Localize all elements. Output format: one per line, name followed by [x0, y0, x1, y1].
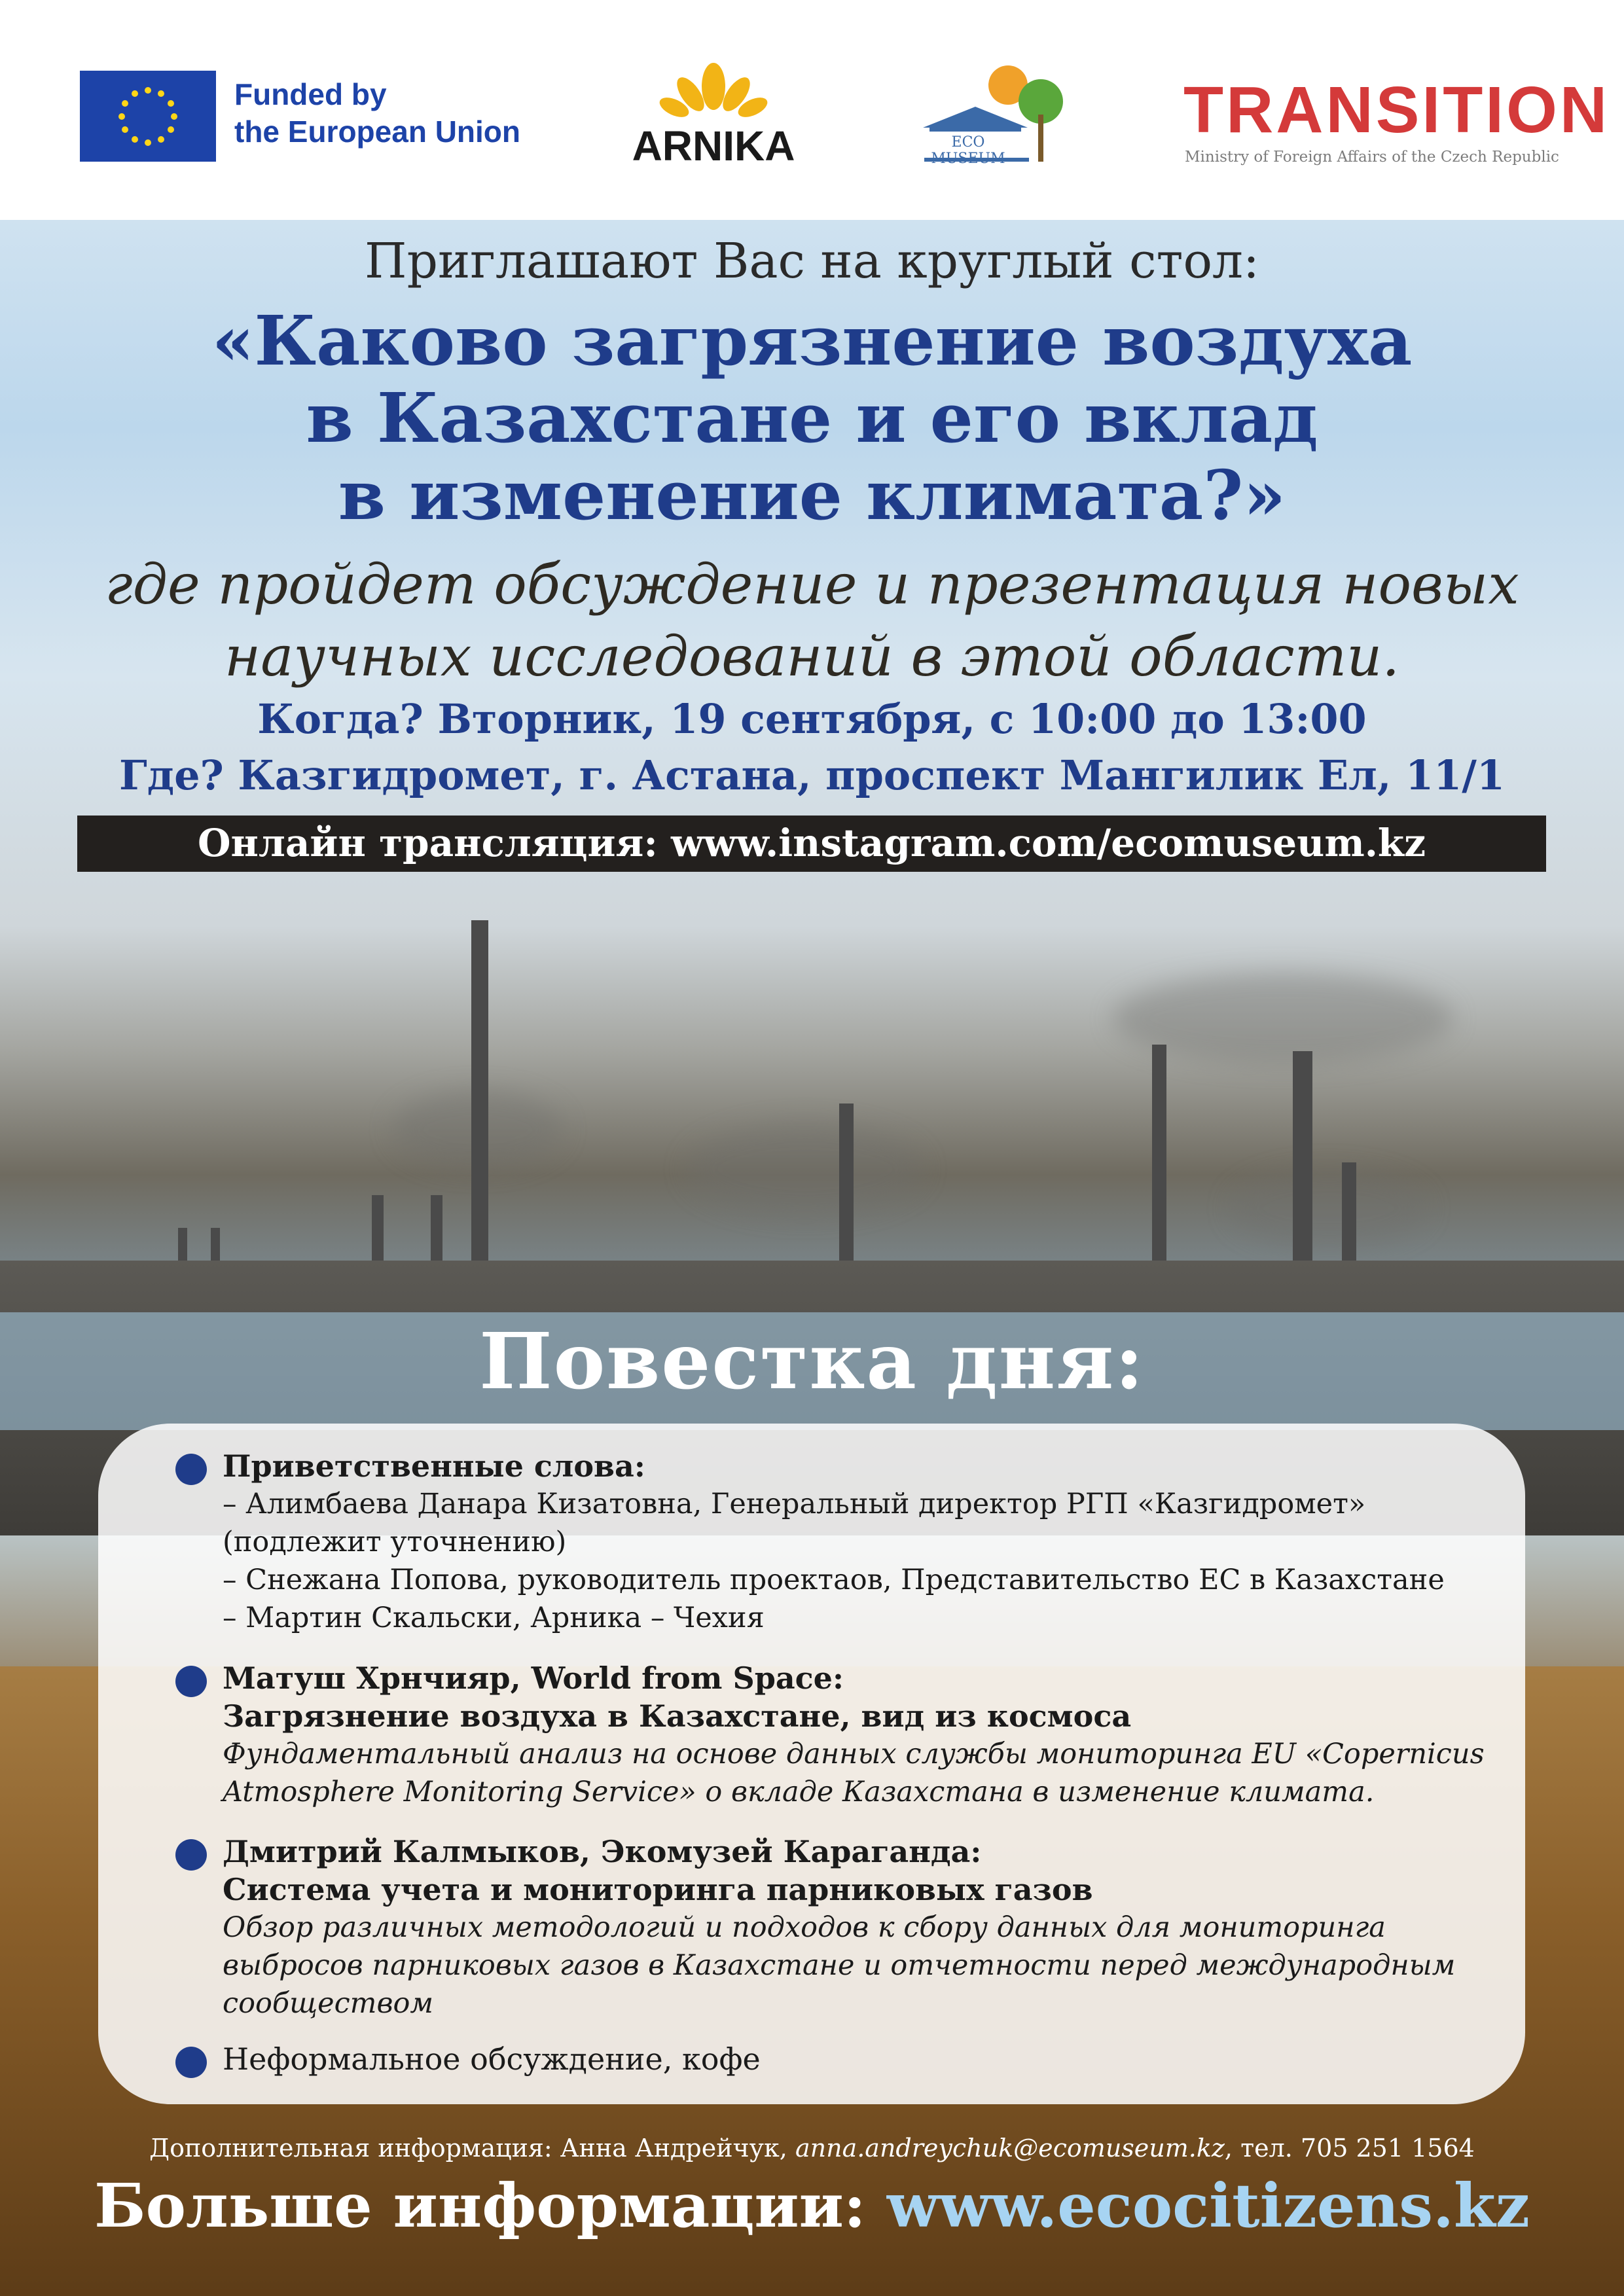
agenda-item-space	[223, 1659, 1525, 1811]
contact-prefix: Дополнительная информация: Анна Андрейчук,	[149, 2134, 787, 2162]
footer-contact	[0, 2134, 1624, 2162]
arnika-wordmark: ARNIKA	[632, 122, 795, 170]
logo-header	[0, 0, 1624, 220]
more-info-url[interactable]: www.ecocitizens.kz	[886, 2170, 1530, 2241]
event-subtitle-line: научных исследований в этой области.	[224, 624, 1400, 689]
event-subtitle	[0, 548, 1624, 692]
footer-more-info	[0, 2170, 1624, 2241]
event-title-line: «Каково загрязнение воздуха	[211, 300, 1413, 381]
agenda-item-desc: выбросов парниковых газов в Казахстане и отчетности перед международным	[223, 1949, 1456, 1982]
ecomuseum-wordmark: ECO MUSEUM	[931, 134, 1005, 167]
transition-subtitle: Ministry of Foreign Affairs of the Czech Republic	[1185, 149, 1559, 166]
bullet-icon	[175, 2047, 207, 2078]
agenda-panel	[98, 1424, 1525, 2104]
agenda-item-heading: Приветственные слова:	[223, 1448, 645, 1484]
chimney	[1152, 1045, 1166, 1267]
agenda-item-line: – Алимбаева Данара Кизатовна, Генеральный директор РГП «Казгидромет»	[223, 1488, 1366, 1520]
event-subtitle-line: где пройдет обсуждение и презентация новых	[105, 552, 1519, 617]
arnika-logo	[628, 60, 799, 171]
event-title-line: в Казахстане и его вклад	[306, 378, 1318, 458]
agenda-item-desc: Обзор различных методологий и подходов к сбору данных для мониторинга	[223, 1911, 1386, 1944]
chimney	[1342, 1162, 1356, 1267]
agenda-item-coffee	[223, 2040, 1525, 2078]
agenda-item-desc: Atmosphere Monitoring Service» о вкладе Казахстана в изменение климата.	[223, 1776, 1375, 1808]
agenda-item-topic: Система учета и мониторинга парниковых газов	[223, 1872, 1093, 1907]
event-title	[0, 302, 1624, 534]
chimney	[1293, 1051, 1312, 1267]
event-where: Где? Казгидромет, г. Астана, проспект Мангилик Ел, 11/1	[118, 751, 1506, 799]
agenda-item-desc: сообществом	[223, 1987, 434, 2020]
invitation-line: Приглашают Вас на круглый стол:	[365, 233, 1259, 289]
more-info-label: Больше информации:	[94, 2170, 866, 2241]
agenda-item-line: – Мартин Скальски, Арника – Чехия	[223, 1602, 765, 1634]
contact-phone: , тел. 705 251 1564	[1224, 2134, 1475, 2162]
online-broadcast-link[interactable]: Онлайн трансляция: www.instagram.com/ecomuseum.kz	[197, 821, 1426, 865]
chimney	[372, 1195, 384, 1267]
agenda-item-text: Неформальное обсуждение, кофе	[223, 2041, 761, 2077]
agenda-item-speaker: Матуш Хрнчияр, World from Space:	[223, 1660, 844, 1696]
agenda-item-ghg	[223, 1833, 1525, 2022]
chimney	[839, 1103, 854, 1267]
event-when: Когда? Вторник, 19 сентября, с 10:00 до 13:00	[257, 695, 1367, 743]
ecomuseum-logo	[910, 62, 1067, 167]
agenda-item-line: (подлежит уточнению)	[223, 1526, 567, 1558]
event-title-line: в изменение климата?»	[338, 455, 1286, 535]
agenda-item-desc: Фундаментальный анализ на основе данных службы мониторинга EU «Copernicus	[223, 1738, 1485, 1770]
bullet-icon	[175, 1454, 207, 1485]
eu-flag-icon	[80, 71, 216, 162]
agenda-item-speaker: Дмитрий Калмыков, Экомузей Караганда:	[223, 1834, 982, 1869]
online-broadcast-bar	[77, 816, 1546, 872]
smoke-plume	[1231, 1169, 1427, 1247]
agenda-heading: Повестка дня:	[479, 1316, 1145, 1407]
transition-wordmark: TRANSITION	[1183, 73, 1610, 147]
agenda-item-topic: Загрязнение воздуха в Казахстане, вид из космоса	[223, 1698, 1132, 1734]
chimney	[471, 920, 488, 1267]
smoke-plume	[687, 1123, 923, 1215]
bullet-icon	[175, 1839, 207, 1871]
agenda-item-welcome	[223, 1447, 1525, 1637]
eu-funding-label: Funded by the European Union	[234, 77, 520, 149]
contact-email[interactable]: anna.andreychuk@ecomuseum.kz	[795, 2134, 1225, 2162]
bullet-icon	[175, 1666, 207, 1697]
chimney	[431, 1195, 442, 1267]
agenda-item-line: – Снежана Попова, руководитель проектаов, Представительство ЕС в Казахстане	[223, 1564, 1445, 1596]
